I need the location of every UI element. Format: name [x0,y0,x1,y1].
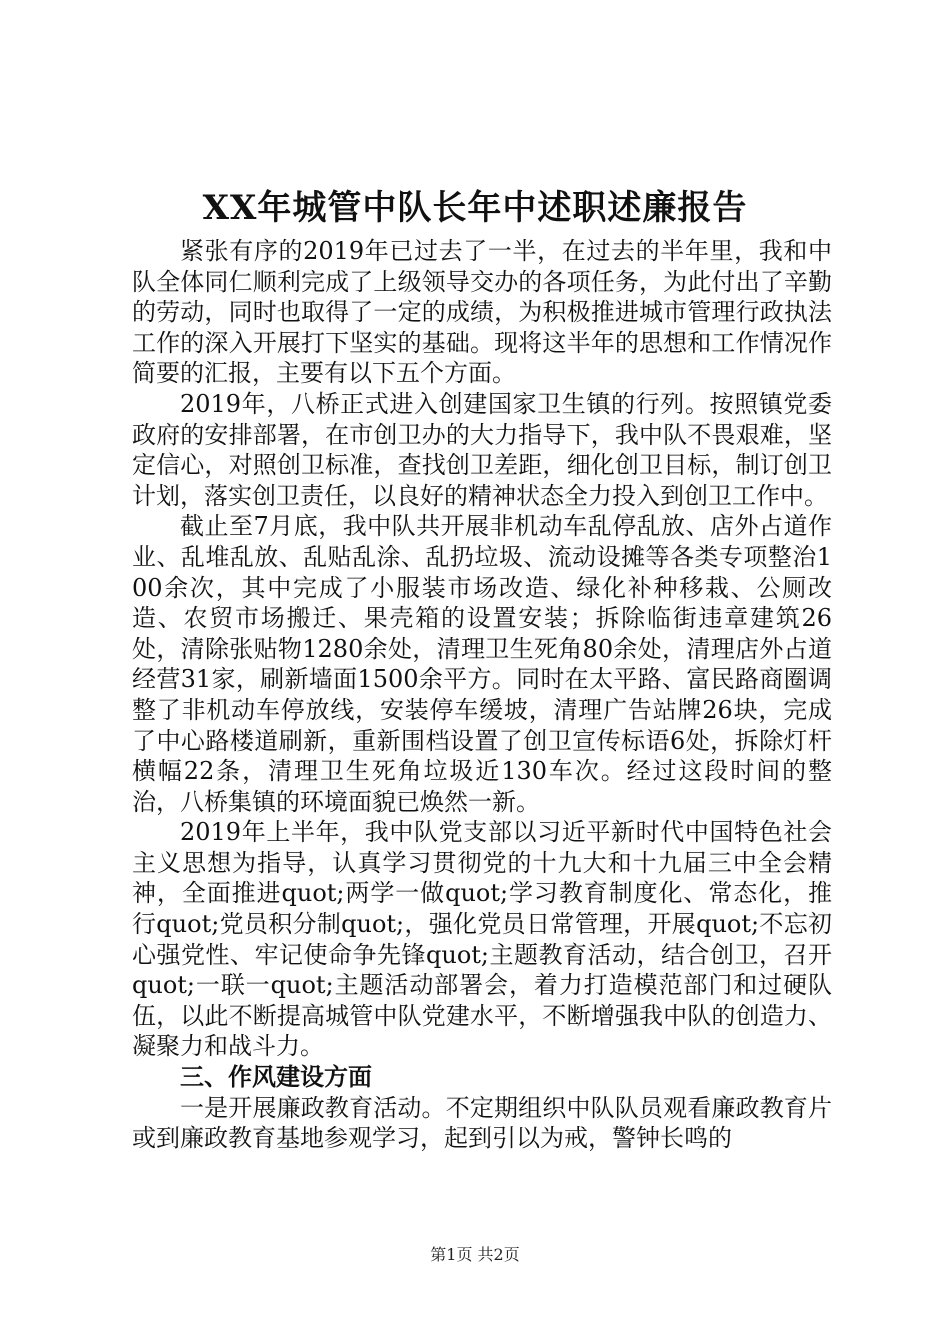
document-title: XX年城管中队长年中述职述廉报告 [202,188,748,228]
section-heading: 三、作风建设方面 [180,1063,372,1092]
paragraph-party-building: 2019年上半年，我中队党支部以习近平新时代中国特色社会主义思想为指导，认真学习贯彻党的十九大和十九届三中全会精神，全面推进quot;两学一做quot;学习教育制度化、常态化，推行quot;党员积分制quot;，强化党员日常管理，开展quot;不忘初心强党性、牢记使命争先锋quot;主题教育活动，结合创卫，召开quot;一联一quot;主题活动部署会，着力打造模范部门和过硬队伍，以此不断提高城管中队党建水平，不断增强我中队的创造力、凝聚力和战斗力。 [132,818,832,1061]
page-number-footer: 第1页 共2页 [430,1245,520,1264]
paragraph-integrity-education: 一是开展廉政教育活动。不定期组织中队队员观看廉政教育片或到廉政教育基地参观学习，起到引以为戒，警钟长鸣的 [132,1093,832,1153]
document-body [132,236,832,1154]
paragraph-intro: 紧张有序的2019年已过去了一半，在过去的半年里，我和中队全体同仁顺利完成了上级领导交办的各项任务，为此付出了辛勤的劳动，同时也取得了一定的成绩，为积极推进城市管理行政执法工作的深入开展打下坚实的基础。现将这半年的思想和工作情况作简要的汇报，主要有以下五个方面。 [132,237,832,388]
paragraph-rectification-results: 截止至7月底，我中队共开展非机动车乱停乱放、店外占道作业、乱堆乱放、乱贴乱涂、乱扔垃圾、流动设摊等各类专项整治100余次，其中完成了小服装市场改造、绿化补种移栽、公厕改造、农贸市场搬迁、果壳箱的设置安装；拆除临街违章建筑26处，清除张贴物1280余处，清理卫生死角80余处，清理店外占道经营31家，刷新墙面1500余平方。同时在太平路、富民路商圈调整了非机动车停放线，安装停车缓坡，清理广告站牌26块，完成了中心路楼道刷新，重新围档设置了创卫宣传标语6处，拆除灯杆横幅22条，清理卫生死角垃圾近130车次。经过这段时间的整治，八桥集镇的环境面貌已焕然一新。 [132,512,832,816]
paragraph-sanitation-campaign: 2019年，八桥正式进入创建国家卫生镇的行列。按照镇党委政府的安排部署，在市创卫办的大力指导下，我中队不畏艰难，坚定信心，对照创卫标准，查找创卫差距，细化创卫目标，制订创卫计划，落实创卫责任，以良好的精神状态全力投入到创卫工作中。 [132,389,832,510]
